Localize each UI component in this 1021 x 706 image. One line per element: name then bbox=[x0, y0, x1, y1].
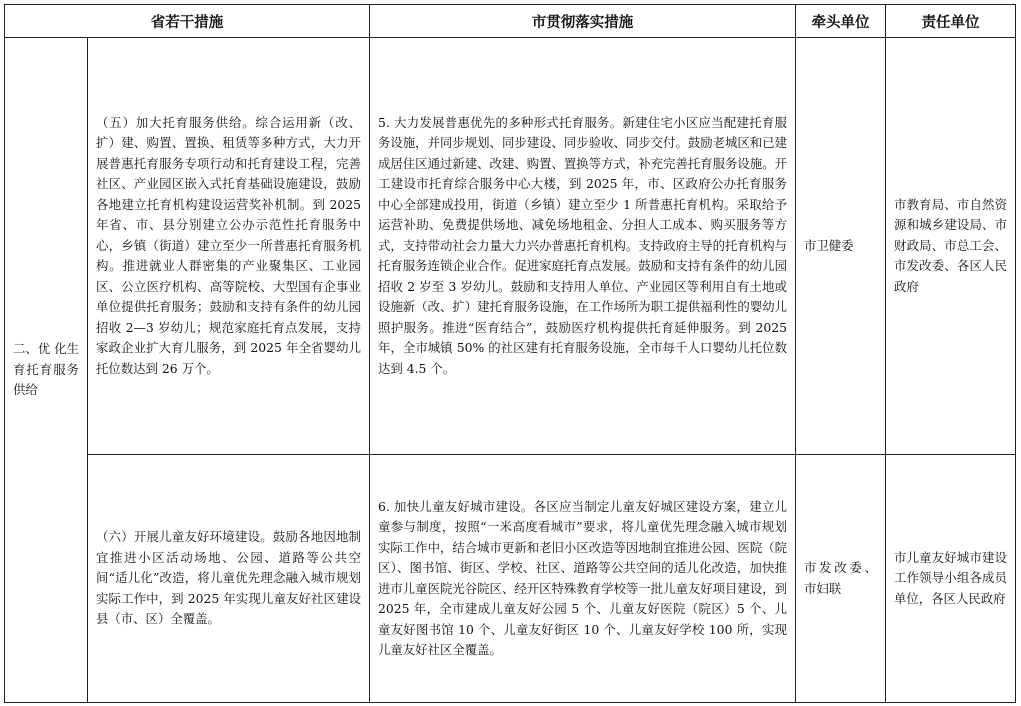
city-measure-text: 5. 大力发展普惠优先的多种形式托育服务。新建住宅小区应当配建托育服务设施，并同步规划、同步建设、同步验收、同步交付。鼓励老城区和已建成居住区通过新建、改建、购置、置换等方式，补充完善托育服务设施。开工建设市托育综合服务中心大楼，到 2025 年，市、区政府公办托育服务中心全部建成投用，街道（乡镇）建立至少 1 所普惠托育机构。采取给予运营补助、免费提供场地、减免场地租金、分担人工成本、购买服务等方式，支持带动社会力量大力兴办普惠托育机构。支持政府主导的托育机构与托育服务连锁企业合作。促进家庭托育点发展。鼓励和支持有条件的幼儿园招收 2 岁至 3 岁幼儿。鼓励和支持用人单位、产业园区等利用自有土地或设施新（改、扩）建托育服务设施，在工作场所为职工提供福利性的婴幼儿照护服务。推进“医育结合”，鼓励医疗机构提供托育延伸服务。到 2025 年，全市城镇 50% 的社区建有托育服务设施，全市每千人口婴幼儿托位数达到 4.5 个。 bbox=[378, 114, 787, 376]
header-lead-unit: 牵头单位 bbox=[796, 5, 886, 38]
provincial-measure-cell bbox=[88, 455, 370, 703]
policy-measures-table bbox=[4, 4, 1016, 703]
responsible-unit-cell: 市教育局、市自然资源和城乡建设局、市财政局、市总工会、市发改委、各区人民政府 bbox=[886, 38, 1016, 455]
city-measure-text: 6. 加快儿童友好城市建设。各区应当制定儿童友好城区建设方案，建立儿童参与制度，按照“一米高度看城市”要求，将儿童优先理念融入城市规划实际工作中，结合城市更新和老旧小区改造等因地制宜推进公园、医院（院区）、图书馆、街区、学校、社区、道路等公共空间的适儿化改造，加快推进市儿童医院光谷院区、经开区特殊教育学校等一批儿童友好项目建设，到 2025 年，全市建成儿童友好公园 5 个、儿童友好医院（院区）5 个、儿童友好图书馆 10 个、儿童友好街区 10 个、儿童友好学校 100 所，实现儿童友好社区全覆盖。 bbox=[378, 498, 787, 657]
header-city-measures: 市贯彻落实措施 bbox=[370, 5, 796, 38]
table-header-row bbox=[5, 5, 1016, 38]
city-measure-cell bbox=[370, 38, 796, 455]
city-measure-cell bbox=[370, 455, 796, 703]
header-responsible-unit: 责任单位 bbox=[886, 5, 1016, 38]
provincial-measure-text: （五）加大托育服务供给。综合运用新（改、扩）建、购置、置换、租赁等多种方式，大力开展普惠托育服务专项行动和托育建设工程，完善社区、产业园区嵌入式托育基础设施建设，鼓励各地建立托育机构建设运营奖补机制。到 2025 年省、市、县分别建立公办示范性托育服务中心，乡镇（街道）建立至少一所普惠托育服务机构。推进就业人群密集的产业聚集区、工业园区、公立医疗机构、高等院校、大型国有企事业单位提供托育服务；鼓励和支持有条件的幼儿园招收 2—3 岁幼儿；规范家庭托育点发展，支持家政企业扩大育儿服务，到 2025 年全省婴幼儿托位数达到 26 万个。 bbox=[96, 114, 361, 376]
table-row bbox=[5, 455, 1016, 703]
provincial-measure-cell bbox=[88, 38, 370, 455]
responsible-unit-cell: 市儿童友好城市建设工作领导小组各成员单位，各区人民政府 bbox=[886, 455, 1016, 703]
category-cell: 二、优 化生育托育服务供给 bbox=[5, 38, 88, 703]
lead-unit-cell: 市卫健委 bbox=[796, 38, 886, 455]
provincial-measure-text: （六）开展儿童友好环境建设。鼓励各地因地制宜推进小区活动场地、公园、道路等公共空间“适儿化”改造，将儿童优先理念融入城市规划实际工作中，到 2025 年实现儿童友好社区建设县（市、区）全覆盖。 bbox=[96, 529, 361, 627]
header-provincial-measures: 省若干措施 bbox=[5, 5, 370, 38]
table-row bbox=[5, 38, 1016, 455]
lead-unit-cell: 市发改委、市妇联 bbox=[796, 455, 886, 703]
